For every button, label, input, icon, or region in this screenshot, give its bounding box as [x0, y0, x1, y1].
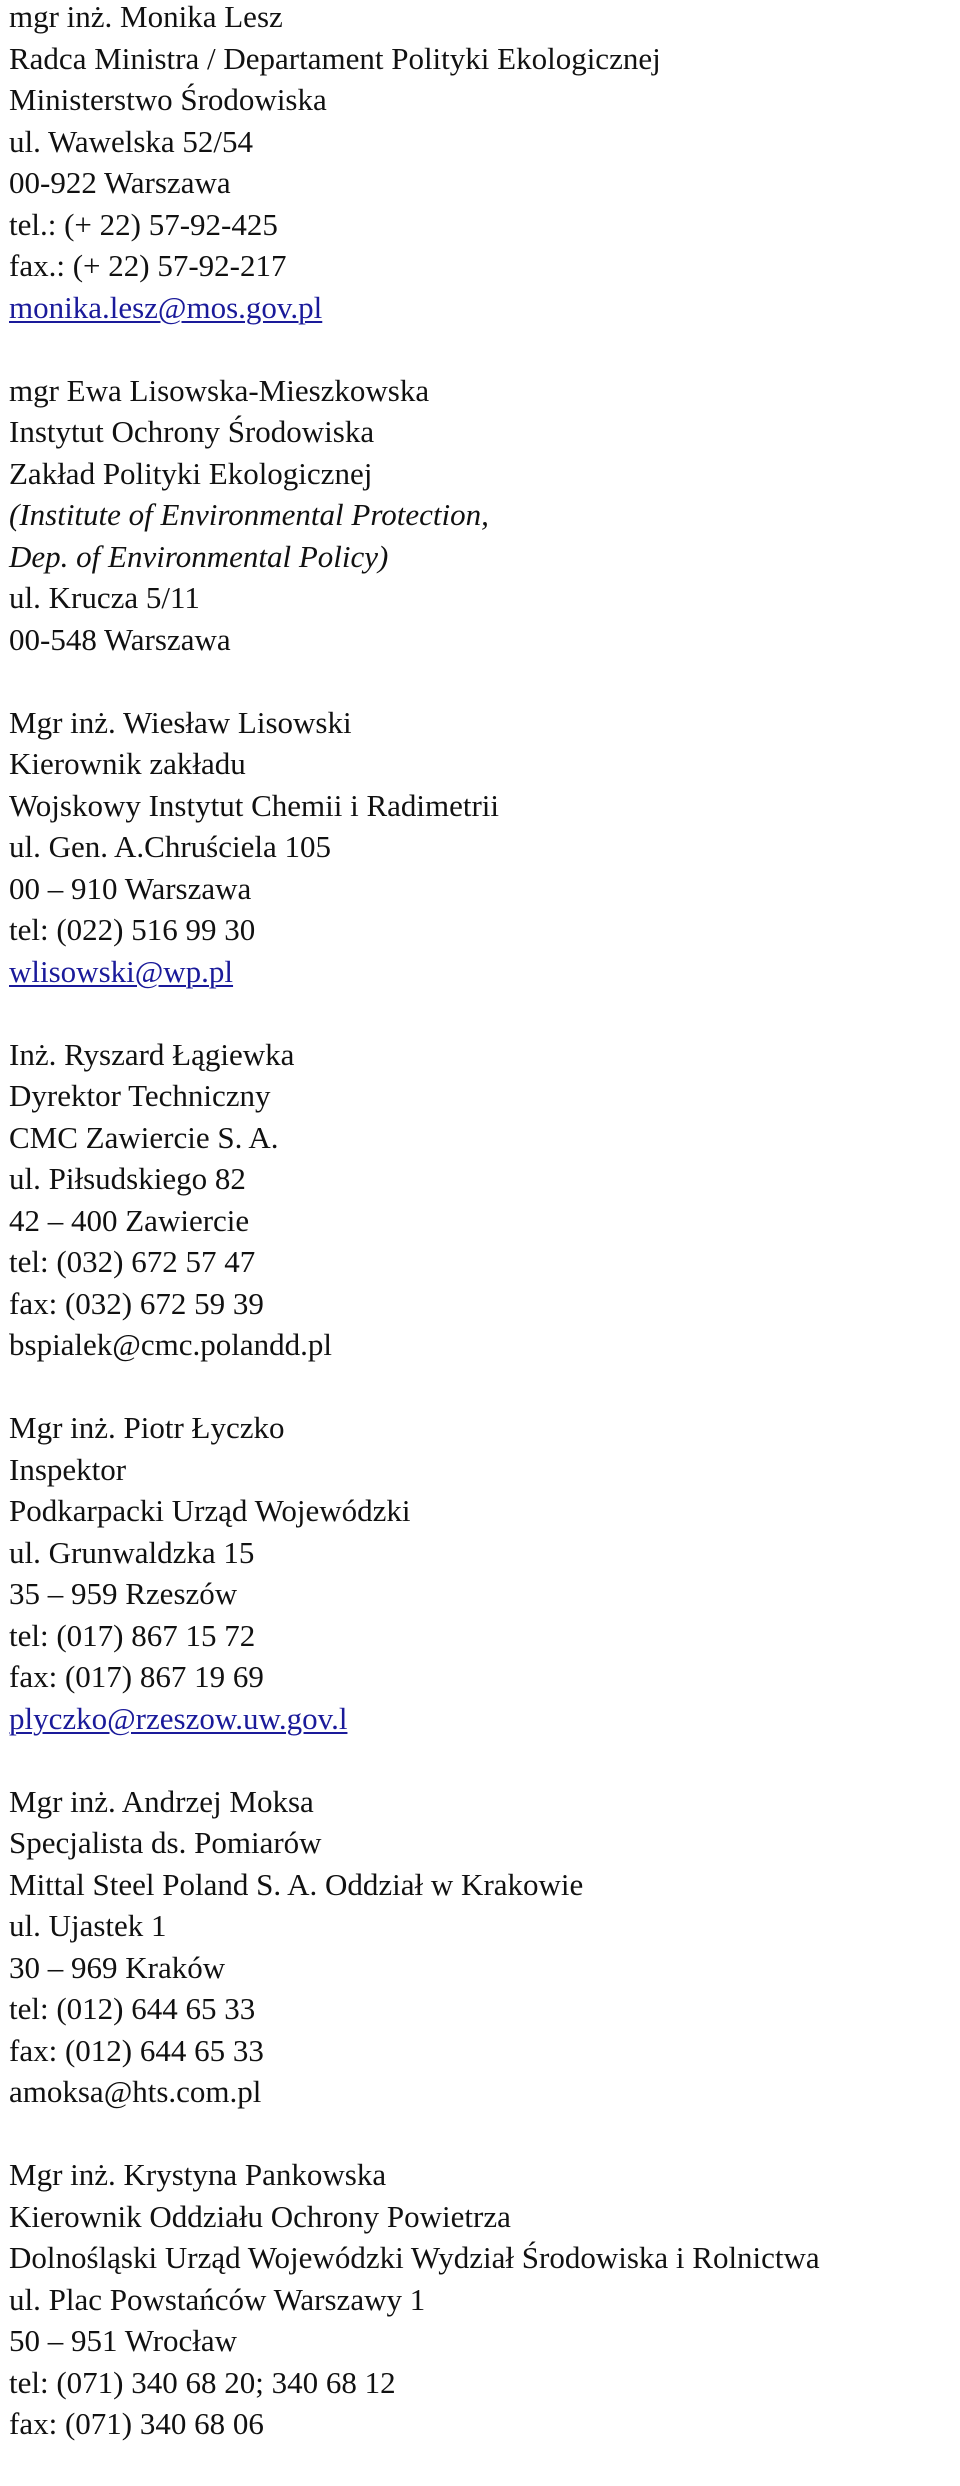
contact-organization: Podkarpacki Urząd Wojewódzki: [9, 1493, 411, 1528]
contact-city: 30 – 969 Kraków: [9, 1949, 226, 1985]
contact-phone: tel: (022) 516 99 30: [9, 912, 256, 947]
contact-fax: fax: (032) 672 59 39: [9, 1285, 264, 1321]
contact-entry-lisowska: [9, 370, 954, 661]
contact-city: 00-922 Warszawa: [9, 165, 231, 200]
contact-entry-lagiewka: [9, 1034, 954, 1366]
contact-email-link[interactable]: wlisowski@wp.pl: [9, 953, 234, 989]
contact-email: amoksa@hts.com.pl: [9, 2074, 262, 2109]
contact-organization: CMC Zawiercie S. A.: [9, 1119, 279, 1155]
contact-position: Kierownik Oddziału Ochrony Powietrza: [9, 2198, 511, 2234]
contact-phone: tel: (032) 672 57 47: [9, 1244, 256, 1279]
contact-organization-english: (Institute of Environmental Protection,: [9, 497, 489, 532]
contact-organization: Ministerstwo Środowiska: [9, 82, 327, 117]
contact-street: ul. Grunwaldzka 15: [9, 1534, 255, 1570]
contact-position: Kierownik zakładu: [9, 746, 246, 781]
contact-organization: Mittal Steel Poland S. A. Oddział w Krakowie: [9, 1866, 584, 1902]
contact-city: 00-548 Warszawa: [9, 621, 231, 657]
contact-street: ul. Wawelska 52/54: [9, 123, 254, 159]
contact-entry-lesz: [9, 0, 954, 328]
contact-organization: Dolnośląski Urząd Wojewódzki Wydział Środowiska i Rolnictwa: [9, 2240, 820, 2275]
contact-name: Inż. Ryszard Łągiewka: [9, 1036, 295, 1072]
contact-email-link[interactable]: monika.lesz@mos.gov.pl: [9, 289, 323, 325]
contact-city: 35 – 959 Rzeszów: [9, 1576, 238, 1611]
contact-email-link[interactable]: plyczko@rzeszow.uw.gov.l: [9, 1700, 348, 1736]
contact-position: Inspektor: [9, 1451, 127, 1487]
contact-position: Dyrektor Techniczny: [9, 1078, 271, 1113]
contact-list-document: [9, 0, 954, 2486]
contact-name: mgr inż. Monika Lesz: [9, 0, 283, 34]
contact-city: 42 – 400 Zawiercie: [9, 1202, 250, 1238]
contact-city: 00 – 910 Warszawa: [9, 870, 252, 906]
contact-position: Specjalista ds. Pomiarów: [9, 1825, 322, 1860]
contact-street: ul. Piłsudskiego 82: [9, 1161, 246, 1196]
contact-fax: fax: (012) 644 65 33: [9, 2032, 264, 2068]
contact-organization: Wojskowy Instytut Chemii i Radimetrii: [9, 787, 500, 823]
contact-street: ul. Gen. A.Chruściela 105: [9, 829, 332, 864]
contact-name: Mgr inż. Andrzej Moksa: [9, 1783, 314, 1819]
contact-phone: tel.: (+ 22) 57-92-425: [9, 206, 278, 242]
contact-entry-moksa: [9, 1781, 954, 2113]
contact-phone: tel: (012) 644 65 33: [9, 1991, 256, 2026]
contact-street: ul. Plac Powstańców Warszawy 1: [9, 2281, 426, 2317]
contact-name: Mgr inż. Wiesław Lisowski: [9, 704, 352, 740]
contact-department: Zakład Polityki Ekologicznej: [9, 455, 373, 491]
contact-city: 50 – 951 Wrocław: [9, 2323, 238, 2358]
contact-name: mgr Ewa Lisowska-Mieszkowska: [9, 372, 430, 408]
contact-name: Mgr inż. Krystyna Pankowska: [9, 2157, 387, 2192]
contact-fax: fax: (017) 867 19 69: [9, 1659, 264, 1694]
contact-position: Radca Ministra / Departament Polityki Ekologicznej: [9, 40, 661, 76]
contact-street: ul. Ujastek 1: [9, 1908, 167, 1943]
contact-fax: fax: (071) 340 68 06: [9, 2406, 264, 2441]
contact-organization: Instytut Ochrony Środowiska: [9, 414, 375, 449]
contact-phone: tel: (071) 340 68 20; 340 68 12: [9, 2364, 396, 2400]
contact-name: Mgr inż. Piotr Łyczko: [9, 1410, 285, 1445]
contact-entry-pankowska: [9, 2154, 954, 2445]
contact-street: ul. Krucza 5/11: [9, 580, 200, 615]
contact-fax: fax.: (+ 22) 57-92-217: [9, 248, 287, 283]
contact-email: bspialek@cmc.polandd.pl: [9, 1327, 332, 1362]
contact-entry-lisowski: [9, 702, 954, 993]
contact-department-english: Dep. of Environmental Policy): [9, 538, 389, 574]
contact-phone: tel: (017) 867 15 72: [9, 1617, 256, 1653]
contact-entry-lyczko: [9, 1407, 954, 1739]
